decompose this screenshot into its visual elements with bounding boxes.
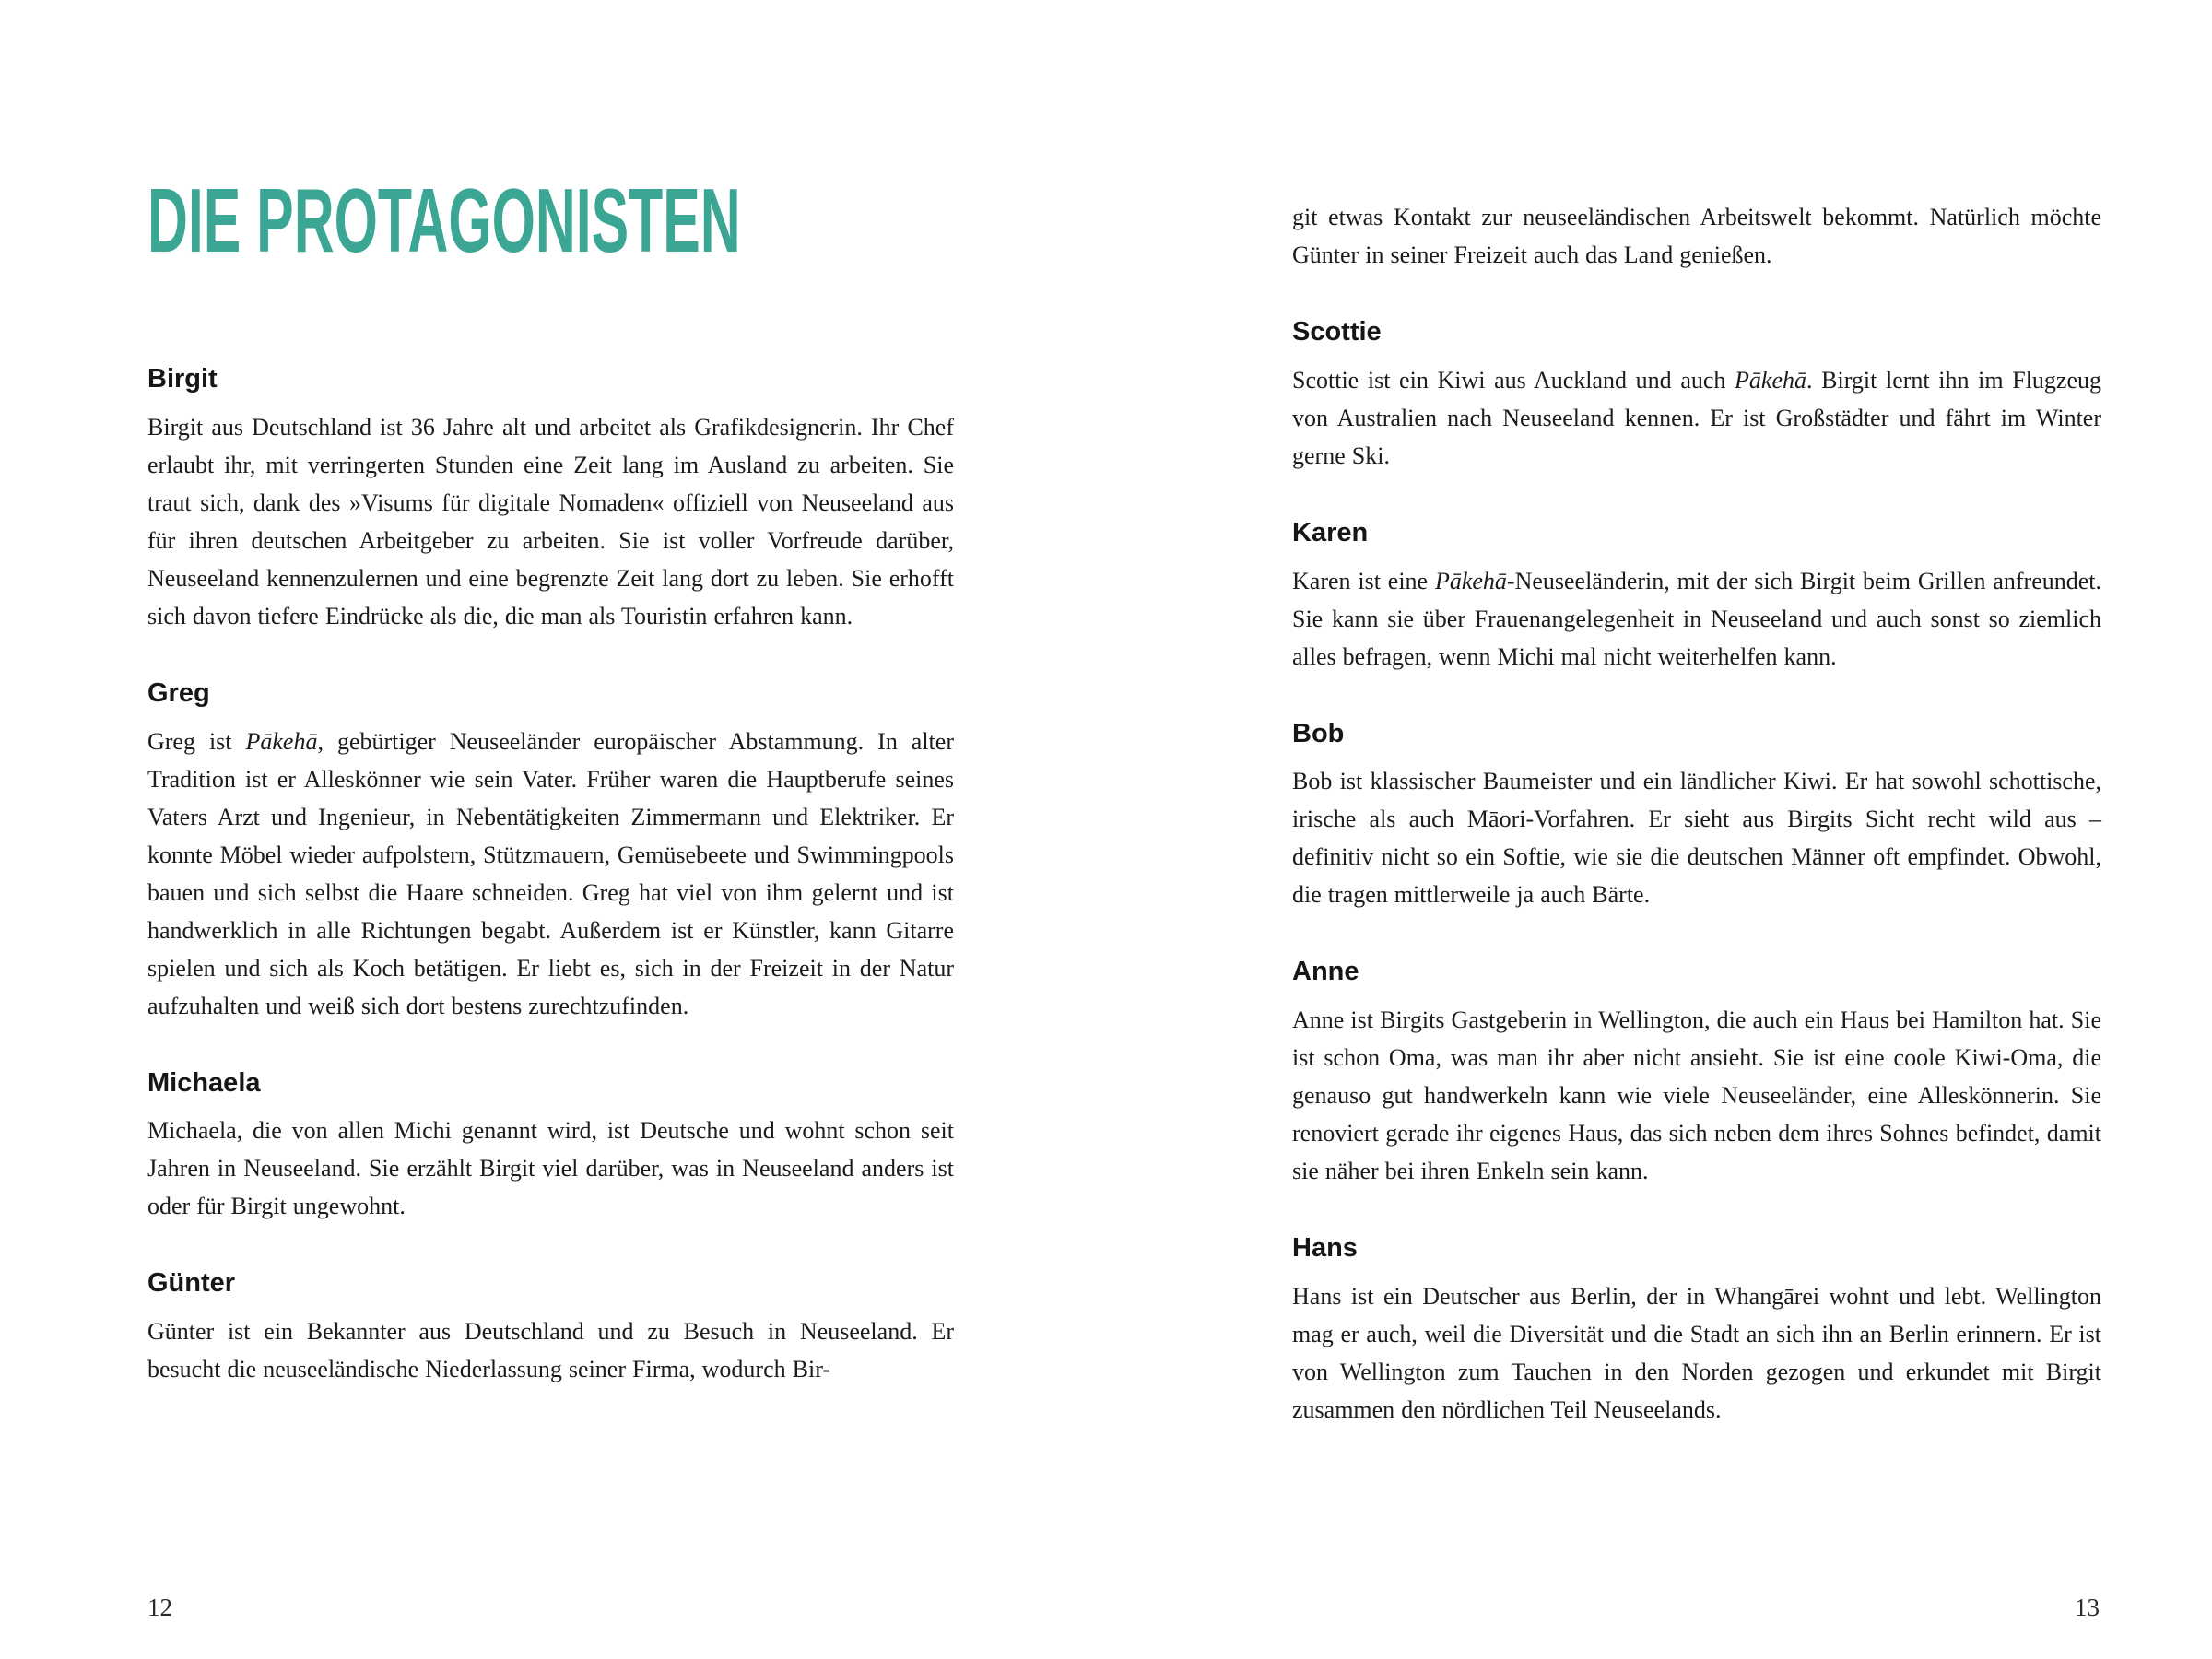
section-heading: Hans (1292, 1233, 1358, 1264)
section-body: Michaela, die von allen Michi genannt wird, ist Deutsche und wohnt schon seit Jahren in Neuseeland. Sie erzählt Birgit viel darüber, was in Neuseeland anders ist oder für Birgit ungewohnt. (147, 1117, 954, 1220)
section-heading: Birgit (147, 364, 218, 394)
section-body: Birgit aus Deutschland ist 36 Jahre alt und arbeitet als Grafikdesignerin. Ihr Chef erlaubt ihr, mit verringerten Stunden eine Zeit lang im Ausland zu arbeiten. Sie traut sich, dank des »Visums für digitale Nomaden« offiziell von Neuseeland aus für ihren deutschen Arbeitgeber zu arbeiten. Sie ist voller Vorfreude darüber, Neuseeland kennenzulernen und eine begrenzte Zeit lang dort zu leben. Sie erhofft sich davon tiefere Eindrücke als die, die man als Touristin erfahren kann. (147, 413, 954, 629)
right-page (1292, 0, 2101, 1471)
section-karen (1292, 517, 2101, 676)
section-heading: Anne (1292, 957, 1359, 987)
section-scottie (1292, 316, 2101, 475)
section-birgit (147, 363, 954, 635)
section-hans (1292, 1232, 2101, 1429)
left-page (147, 0, 954, 1430)
page-number-left: 12 (147, 1594, 172, 1621)
section-heading: Scottie (1292, 317, 1382, 347)
section-body: Karen ist eine Pākehā-Neuseeländerin, mit der sich Birgit beim Grillen anfreundet. Sie kann sie über Frauenangelegenheit in Neuseeland und auch sonst so ziemlich alles befragen, wenn Michi mal nicht weiterhelfen kann. (1292, 567, 2101, 670)
section-anne (1292, 956, 2101, 1190)
page-number-right: 13 (2075, 1594, 2100, 1621)
section-heading: Günter (147, 1268, 236, 1299)
section-body: Greg ist Pākehā, gebürtiger Neuseeländer europäischer Abstammung. In alter Tradition ist er Alleskönner wie sein Vater. Früher waren die Hauptberufe seines Vaters Arzt und Ingenieur, in Nebentätigkeiten Zimmermann und Elektriker. Er konnte Möbel wieder aufpolstern, Stützmauern, Gemüsebeete und Swimmingpools bauen und sich selbst die Haare schneiden. Greg hat viel von ihm gelernt und ist handwerklich in alle Richtungen begabt. Außerdem ist er Künstler, kann Gitarre spielen und sich als Koch betätigen. Er liebt es, sich in der Freizeit in der Natur aufzuhalten und weiß sich dort bestens zurechtzufinden. (147, 727, 954, 1019)
section-greg (147, 677, 954, 1025)
section-body: Bob ist klassischer Baumeister und ein ländlicher Kiwi. Er hat sowohl schottische, irische als auch Māori-Vorfahren. Er sieht aus Birgits Sicht recht wild aus – definitiv nicht so ein Softie, wie sie die deutschen Männer oft empfindet. Obwohl, die tragen mittlerweile ja auch Bärte. (1292, 768, 2101, 909)
section-heading: Michaela (147, 1067, 261, 1098)
section-heading: Bob (1292, 718, 1345, 748)
continuation-paragraph: git etwas Kontakt zur neuseeländischen Arbeitswelt bekommt. Natürlich möchte Günter in seiner Freizeit auch das Land genießen. (1292, 204, 2101, 268)
section-heading: Karen (1292, 517, 1369, 547)
section-body: Anne ist Birgits Gastgeberin in Wellington, die auch ein Haus bei Hamilton hat. Sie ist schon Oma, was man ihr aber nicht ansieht. Sie ist eine coole Kiwi-Oma, die genauso gut handwerkeln kann wie viele Neuseeländer, eine Alleskönnerin. Sie renoviert gerade ihr eigenes Haus, das sich neben dem ihres Sohnes befindet, damit sie näher bei ihren Enkeln sein kann. (1292, 1006, 2101, 1185)
section-michaela (147, 1067, 954, 1226)
section-body: Günter ist ein Bekannter aus Deutschland und zu Besuch in Neuseeland. Er besucht die neuseeländische Niederlassung seiner Firma, wodurch Bir- (147, 1318, 954, 1383)
page-title: DIE PROTAGONISTEN (147, 170, 741, 271)
section-guenter (147, 1267, 954, 1388)
section-bob (1292, 718, 2101, 914)
section-heading: Greg (147, 677, 210, 708)
section-body: Scottie ist ein Kiwi aus Auckland und auch Pākehā. Birgit lernt ihn im Flugzeug von Australien nach Neuseeland kennen. Er ist Großstädter und fährt im Winter gerne Ski. (1292, 366, 2101, 469)
section-body: Hans ist ein Deutscher aus Berlin, der in Whangārei wohnt und lebt. Wellington mag er auch, weil die Diversität und die Stadt an sich ihn an Berlin erinnern. Er ist von Wellington zum Tauchen in den Norden gezogen und erkundet mit Birgit zusammen den nördlichen Teil Neuseelands. (1292, 1282, 2101, 1423)
